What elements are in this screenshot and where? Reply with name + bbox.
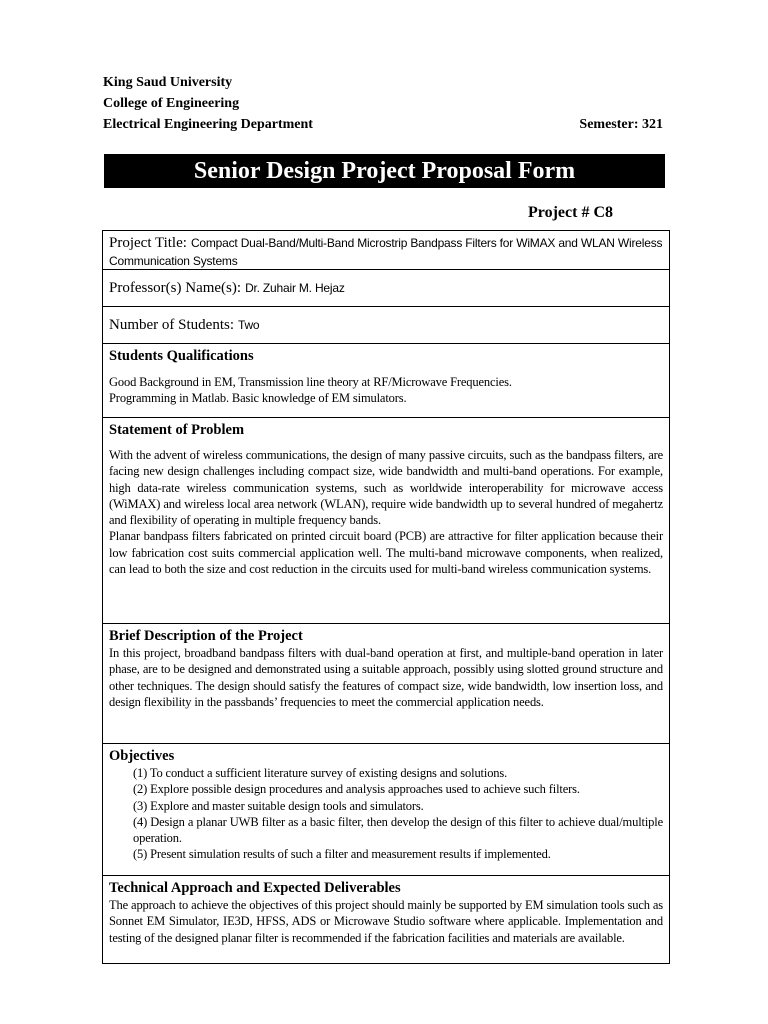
qualifications-heading: Students Qualifications (109, 348, 254, 364)
technical-approach-text: The approach to achieve the objectives of this project should mainly be supported by EM simulation tools such as Sonnet EM Simulator, IE3D, HFSS, ADS or Microwave Studio software where applicable. Implementation and testing of the designed planar filter is recommended if the fabrication facilities and materials are available. (109, 898, 663, 945)
semester-label: Semester: 321 (579, 117, 663, 132)
qualifications-line: Good Background in EM, Transmission line theory at RF/Microwave Frequencies. (109, 375, 512, 389)
project-description-row (103, 624, 669, 744)
professor-label: Professor(s) Name(s): (109, 280, 242, 296)
problem-paragraph: With the advent of wireless communications, the design of many passive circuits, such as the bandpass filters, are facing new design challenges including compact size, wide bandwidth and multi-band operations. For example, high data-rate wireless communication systems, such as worldwide interoperability for microwave access (WiMAX) and wireless local area network (WLAN), require wide bandwidth up to several hundred of megahertz and flexibility of operating in multiple frequency bands. (109, 448, 663, 528)
department-line (103, 114, 663, 135)
project-title-value: Compact Dual-Band/Multi-Band Microstrip Bandpass Filters for WiMAX and WLAN Wireless Communication Systems (109, 236, 663, 268)
qualifications-text (109, 374, 663, 407)
qualifications-line: Programming in Matlab. Basic knowledge of EM simulators. (109, 391, 407, 406)
number-of-students-row (103, 307, 669, 344)
form-title-banner (104, 154, 665, 188)
problem-statement-row (103, 418, 669, 624)
proposal-form-table (102, 230, 670, 964)
number-of-students-label: Number of Students: (109, 317, 234, 333)
university-name: King Saud University (103, 75, 233, 90)
objective-item: (1) To conduct a sufficient literature survey of existing designs and solutions. (133, 766, 508, 780)
objective-item: (4) Design a planar UWB filter as a basic filter, then develop the design of this filter to achieve dual/multiple operation. (133, 814, 663, 846)
number-of-students-value: Two (238, 318, 260, 332)
professor-row (103, 270, 669, 307)
document-header (103, 72, 663, 135)
problem-paragraph: Planar bandpass filters fabricated on printed circuit board (PCB) are attractive for filter application because their low fabrication cost suits commercial application well. The multi-band microwave components, when realized, can lead to both the size and cost reduction in the circuits used for multi-band wireless communication systems. (109, 529, 663, 577)
project-title-label: Project Title: (109, 235, 187, 251)
professor-value: Dr. Zuhair M. Hejaz (245, 281, 345, 295)
qualifications-row (103, 344, 669, 418)
objectives-row (103, 744, 669, 876)
project-number: Project # C8 (528, 204, 613, 221)
form-title: Senior Design Project Proposal Form (193, 158, 576, 184)
objective-item: (3) Explore and master suitable design tools and simulators. (133, 798, 424, 813)
project-description-text: In this project, broadband bandpass filters with dual-band operation at first, and multiple-band operation in later phase, are to be designed and demonstrated using a suitable approach, possibly using slotted ground structure and other techniques. The design should satisfy the features of compact size, wide bandwidth, low insertion loss, and design flexibility in the passbands’ frequencies to meet the commercial application needs. (109, 646, 663, 709)
project-title-row (103, 231, 669, 270)
technical-approach-heading: Technical Approach and Expected Deliverables (109, 880, 401, 896)
objective-item: (5) Present simulation results of such a filter and measurement results if implemented. (133, 847, 551, 862)
problem-statement-heading: Statement of Problem (109, 422, 245, 438)
objectives-heading: Objectives (109, 748, 175, 764)
college-name: College of Engineering (103, 96, 240, 111)
technical-approach-row (103, 876, 669, 963)
objective-item: (2) Explore possible design procedures and analysis approaches used to achieve such filters. (133, 782, 580, 797)
objectives-list (109, 765, 663, 863)
project-description-heading: Brief Description of the Project (109, 628, 303, 644)
problem-statement-text (109, 447, 663, 577)
department-name: Electrical Engineering Department (103, 117, 313, 132)
